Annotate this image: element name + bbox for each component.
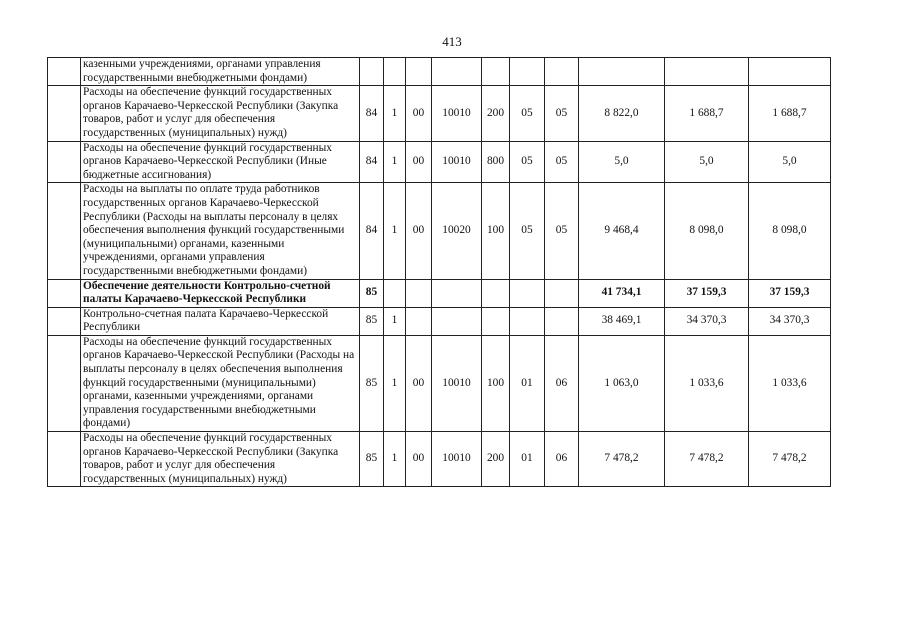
row-name-cell: Расходы на обеспечение функций государственных органов Карачаево-Черкесской Республики (Расходы на выплаты персоналу в целях обеспечения выполнения функций государственными (муниципальными) органами, казенными учреждениями, органами управления государственными внебюджетными фондами) — [81, 335, 360, 431]
expense-type-cell: 200 — [482, 86, 510, 141]
row-name-cell: Расходы на обеспечение функций государственных органов Карачаево-Черкесской Республики (Иные бюджетные ассигнования) — [81, 141, 360, 183]
amount-year2-cell — [665, 58, 749, 86]
subprogram-code-cell: 00 — [406, 335, 432, 431]
admin-code-cell: 84 — [360, 86, 384, 141]
program-code-cell: 1 — [384, 335, 406, 431]
amount-year2-cell: 8 098,0 — [665, 183, 749, 279]
target-code-cell: 10010 — [432, 432, 482, 487]
target-code-cell — [432, 58, 482, 86]
table-body — [48, 58, 831, 487]
expense-type-cell: 100 — [482, 183, 510, 279]
admin-code-cell: 84 — [360, 183, 384, 279]
amount-year1-cell: 7 478,2 — [579, 432, 665, 487]
subprogram-code-cell: 00 — [406, 432, 432, 487]
target-code-cell: 10020 — [432, 183, 482, 279]
amount-year3-cell: 1 033,6 — [749, 335, 831, 431]
subsection-cell: 06 — [545, 335, 579, 431]
admin-code-cell: 85 — [360, 335, 384, 431]
section-cell: 05 — [510, 183, 545, 279]
table-row — [48, 279, 831, 307]
admin-code-cell: 85 — [360, 307, 384, 335]
expense-type-cell: 100 — [482, 335, 510, 431]
row-name-cell: Расходы на выплаты по оплате труда работников государственных органов Карачаево-Черкесской Республики (Расходы на выплаты персоналу в целях обеспечения выполнения функций государственными (муниципальными) органами, казенными учреждениями, органами управления государственными внебюджетными фондами) — [81, 183, 360, 279]
section-cell: 01 — [510, 335, 545, 431]
row-index-cell — [48, 335, 81, 431]
expense-type-cell: 200 — [482, 432, 510, 487]
amount-year1-cell: 38 469,1 — [579, 307, 665, 335]
row-name-cell: казенными учреждениями, органами управления государственными внебюджетными фондами) — [81, 58, 360, 86]
subsection-cell: 05 — [545, 141, 579, 183]
admin-code-cell — [360, 58, 384, 86]
amount-year1-cell — [579, 58, 665, 86]
expense-type-cell: 800 — [482, 141, 510, 183]
program-code-cell: 1 — [384, 141, 406, 183]
section-cell — [510, 279, 545, 307]
section-cell: 05 — [510, 86, 545, 141]
subsection-cell: 06 — [545, 432, 579, 487]
table-row — [48, 58, 831, 86]
row-index-cell — [48, 279, 81, 307]
expense-type-cell — [482, 307, 510, 335]
row-name-cell: Расходы на обеспечение функций государственных органов Карачаево-Черкесской Республики (Закупка товаров, работ и услуг для обеспечения государственных (муниципальных) нужд) — [81, 86, 360, 141]
subsection-cell: 05 — [545, 183, 579, 279]
subprogram-code-cell — [406, 307, 432, 335]
subsection-cell — [545, 279, 579, 307]
subsection-cell — [545, 58, 579, 86]
target-code-cell: 10010 — [432, 335, 482, 431]
amount-year3-cell — [749, 58, 831, 86]
amount-year2-cell: 7 478,2 — [665, 432, 749, 487]
program-code-cell: 1 — [384, 183, 406, 279]
row-name-cell: Контрольно-счетная палата Карачаево-Черкесской Республики — [81, 307, 360, 335]
program-code-cell: 1 — [384, 86, 406, 141]
amount-year2-cell: 5,0 — [665, 141, 749, 183]
subprogram-code-cell — [406, 279, 432, 307]
program-code-cell: 1 — [384, 432, 406, 487]
table-row — [48, 335, 831, 431]
program-code-cell — [384, 279, 406, 307]
amount-year3-cell: 37 159,3 — [749, 279, 831, 307]
amount-year2-cell: 1 688,7 — [665, 86, 749, 141]
target-code-cell — [432, 279, 482, 307]
amount-year3-cell: 8 098,0 — [749, 183, 831, 279]
row-index-cell — [48, 58, 81, 86]
section-cell: 05 — [510, 141, 545, 183]
amount-year3-cell: 5,0 — [749, 141, 831, 183]
row-index-cell — [48, 86, 81, 141]
amount-year2-cell: 37 159,3 — [665, 279, 749, 307]
table-row — [48, 183, 831, 279]
subprogram-code-cell: 00 — [406, 86, 432, 141]
table-row — [48, 307, 831, 335]
table-row — [48, 86, 831, 141]
target-code-cell — [432, 307, 482, 335]
admin-code-cell: 85 — [360, 279, 384, 307]
target-code-cell: 10010 — [432, 86, 482, 141]
row-name-cell: Расходы на обеспечение функций государственных органов Карачаево-Черкесской Республики (Закупка товаров, работ и услуг для обеспечения государственных (муниципальных) нужд) — [81, 432, 360, 487]
subsection-cell: 05 — [545, 86, 579, 141]
subprogram-code-cell: 00 — [406, 141, 432, 183]
amount-year3-cell: 7 478,2 — [749, 432, 831, 487]
amount-year1-cell: 9 468,4 — [579, 183, 665, 279]
row-index-cell — [48, 183, 81, 279]
program-code-cell — [384, 58, 406, 86]
expense-type-cell — [482, 58, 510, 86]
budget-table — [47, 57, 831, 487]
amount-year2-cell: 34 370,3 — [665, 307, 749, 335]
expense-type-cell — [482, 279, 510, 307]
section-cell — [510, 307, 545, 335]
amount-year1-cell: 41 734,1 — [579, 279, 665, 307]
section-cell: 01 — [510, 432, 545, 487]
target-code-cell: 10010 — [432, 141, 482, 183]
row-index-cell — [48, 141, 81, 183]
admin-code-cell: 85 — [360, 432, 384, 487]
subsection-cell — [545, 307, 579, 335]
admin-code-cell: 84 — [360, 141, 384, 183]
amount-year1-cell: 5,0 — [579, 141, 665, 183]
page-number: 413 — [442, 34, 462, 49]
row-name-cell: Обеспечение деятельности Контрольно-счетной палаты Карачаево-Черкесской Республики — [81, 279, 360, 307]
row-index-cell — [48, 432, 81, 487]
subprogram-code-cell: 00 — [406, 183, 432, 279]
program-code-cell: 1 — [384, 307, 406, 335]
section-cell — [510, 58, 545, 86]
amount-year1-cell: 1 063,0 — [579, 335, 665, 431]
subprogram-code-cell — [406, 58, 432, 86]
amount-year3-cell: 34 370,3 — [749, 307, 831, 335]
amount-year1-cell: 8 822,0 — [579, 86, 665, 141]
table-row — [48, 141, 831, 183]
table-row — [48, 432, 831, 487]
amount-year3-cell: 1 688,7 — [749, 86, 831, 141]
amount-year2-cell: 1 033,6 — [665, 335, 749, 431]
row-index-cell — [48, 307, 81, 335]
